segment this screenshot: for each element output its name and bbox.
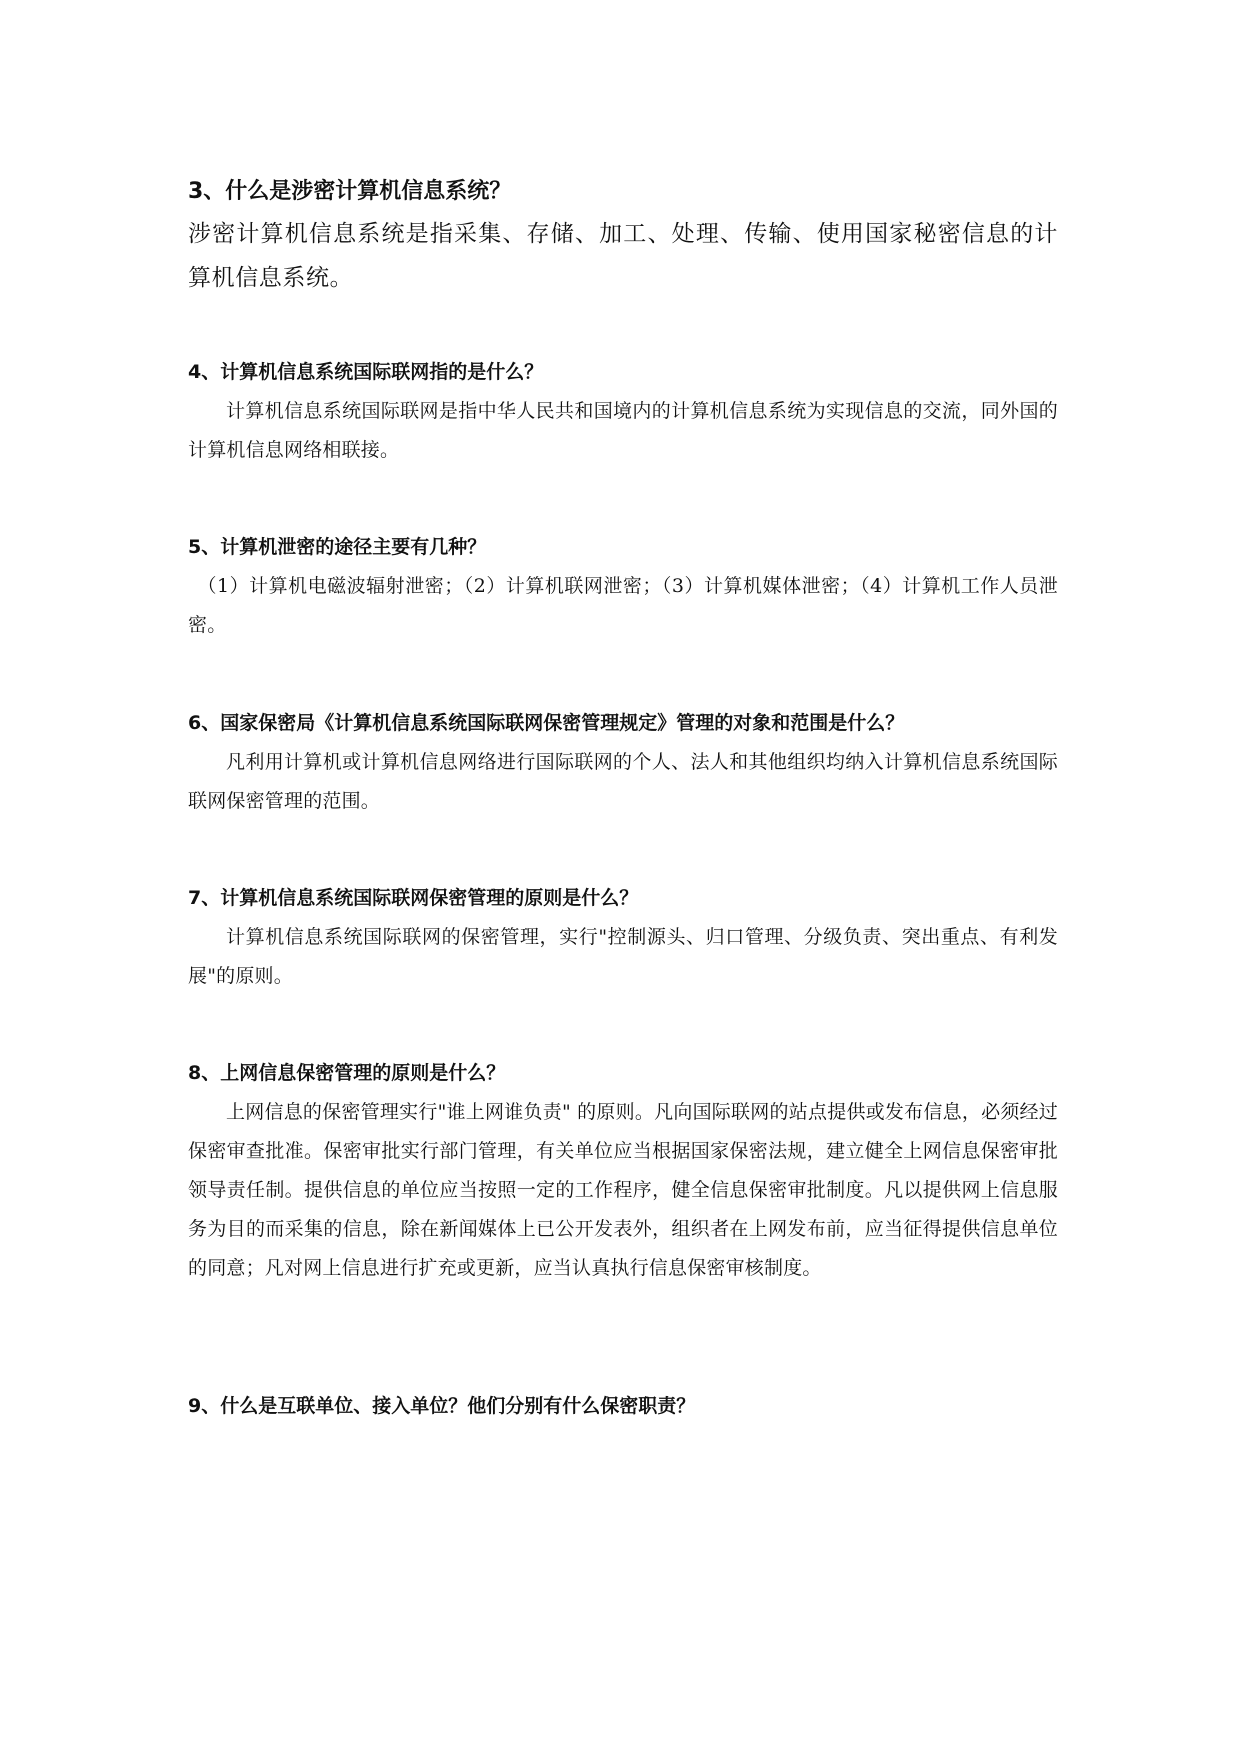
answer-paragraph: 计算机信息系统国际联网是指中华人民共和国境内的计算机信息系统为实现信息的交流，同外国的计算机信息网络相联接。 [188, 400, 1058, 461]
section-q6 [188, 709, 1058, 821]
question-heading: 6、国家保密局《计算机信息系统国际联网保密管理规定》管理的对象和范围是什么？ [188, 712, 905, 734]
answer-paragraph: 凡利用计算机或计算机信息网络进行国际联网的个人、法人和其他组织均纳入计算机信息系统国际联网保密管理的范围。 [188, 751, 1058, 812]
answer-paragraph: 涉密计算机信息系统是指采集、存储、加工、处理、传输、使用国家秘密信息的计算机信息系统。 [188, 221, 1058, 291]
question-heading: 7、计算机信息系统国际联网保密管理的原则是什么？ [188, 887, 639, 909]
section-q3 [188, 176, 1058, 300]
section-q5 [188, 533, 1058, 645]
question-heading: 9、什么是互联单位、接入单位？他们分别有什么保密职责？ [188, 1395, 696, 1417]
section-q9 [188, 1392, 1058, 1420]
question-heading: 8、上网信息保密管理的原则是什么？ [188, 1062, 506, 1084]
question-heading: 3、什么是涉密计算机信息系统？ [188, 179, 512, 204]
answer-paragraph: 上网信息的保密管理实行"谁上网谁负责" 的原则。凡向国际联网的站点提供或发布信息，必须经过保密审查批准。保密审批实行部门管理，有关单位应当根据国家保密法规，建立健全上网信息保密审批领导责任制。提供信息的单位应当按照一定的工作程序，健全信息保密审批制度。凡以提供网上信息服务为目的而采集的信息，除在新闻媒体上已公开发表外，组织者在上网发布前，应当征得提供信息单位的同意；凡对网上信息进行扩充或更新，应当认真执行信息保密审核制度。 [188, 1101, 1058, 1279]
question-heading: 5、计算机泄密的途径主要有几种？ [188, 536, 487, 558]
section-q4 [188, 358, 1058, 470]
section-q8 [188, 1059, 1058, 1288]
answer-paragraph: （1）计算机电磁波辐射泄密；（2）计算机联网泄密；（3）计算机媒体泄密；（4）计算机工作人员泄密。 [188, 575, 1058, 636]
section-q7 [188, 884, 1058, 996]
answer-paragraph: 计算机信息系统国际联网的保密管理，实行"控制源头、归口管理、分级负责、突出重点、有利发展"的原则。 [188, 926, 1058, 987]
question-heading: 4、计算机信息系统国际联网指的是什么？ [188, 361, 544, 383]
